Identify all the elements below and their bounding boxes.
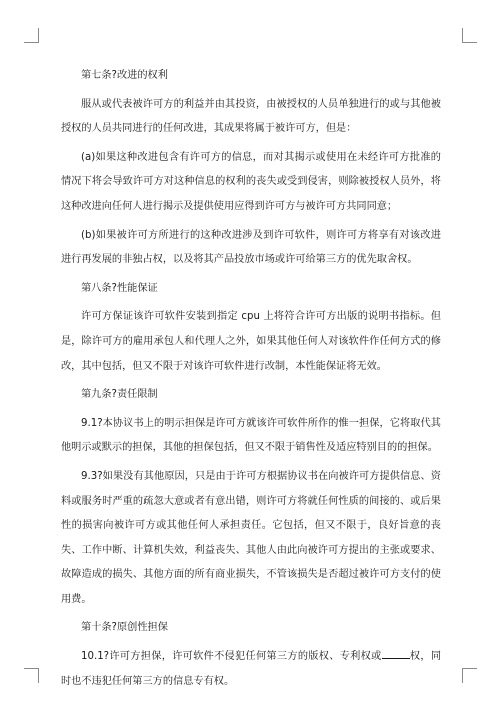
fill-in-blank <box>382 648 410 659</box>
crop-mark-top-left <box>24 28 39 43</box>
article-10-clause-10-1 <box>61 645 441 694</box>
crop-mark-bottom-left <box>24 668 39 683</box>
article-9-heading: 第九条?责任限制 <box>81 389 158 401</box>
article-7-paragraph-b: (b)如果被许可方所进行的这种改进涉及到许可软件，则许可方将享有对该改进进行再发展的非独占权，以及将其产品投放市场或许可给第三方的优先取舍权。 <box>61 229 441 266</box>
article-7-paragraph-1: 服从或代表被许可方的利益并由其投资，由被授权的人员单独进行的或与其他被授权的人员共同进行的任何改进，其成果将属于被许可方，但是： <box>61 98 441 135</box>
document-body <box>61 64 441 698</box>
article-8-heading: 第八条?性能保证 <box>81 282 158 294</box>
article-9-clause-9-3: 9.3?如果没有其他原因，只是由于许可方根据协议书在向被许可方提供信息、资料或服务时严重的疏忽大意或者有意出错，则许可方将就任何性质的间接的、或后果性的损害向被许可方或其他任何人承担责任。它包括，但又不限于，良好旨意的丧失、工作中断、计算机失效，利益丧失、其他人由此向被许可方提出的主张或要求、故障造成的损失、其他方面的所有商业损失，不管该损失是否超过被许可方支付的使用费。 <box>61 470 441 605</box>
article-7-paragraph-a: (a)如果这种改进包含有许可方的信息，而对其揭示或使用在未经许可方批准的情况下将会导致许可方对这种信息的权利的丧失或受到侵害，则除被授权人员外，将这种改进向任何人进行揭示及提供使用应得到许可方与被许可方共同同意； <box>61 151 441 212</box>
article-8-paragraph-1: 许可方保证该许可软件安装到指定 cpu 上将符合许可方出版的说明书指标。但是，除许可方的雇用承包人和代理人之外，如果其他任何人对该软件作任何方式的修改，其中包括，但又不限于对该许可软件进行改制，本性能保证将无效。 <box>61 311 441 372</box>
clause-10-1-text-start: 10.1?许可方担保，许可软件不侵犯任何第三方的版权、专利权或 <box>81 651 382 663</box>
crop-mark-bottom-right <box>462 668 477 683</box>
article-10-heading: 第十条?原创性担保 <box>81 622 168 634</box>
article-7-heading: 第七条?改进的权利 <box>81 70 168 81</box>
clause-10-1-text-end: 权，同时也不违犯任何第三方的信息专有权。 <box>61 651 442 687</box>
article-9-clause-9-1: 9.1?本协议书上的明示担保是许可方就该许可软件所作的惟一担保，它将取代其他明示或默示的担保，其他的担保包括，但又不限于销售性及适应特别目的的担保。 <box>61 417 441 454</box>
crop-mark-top-right <box>462 28 477 43</box>
